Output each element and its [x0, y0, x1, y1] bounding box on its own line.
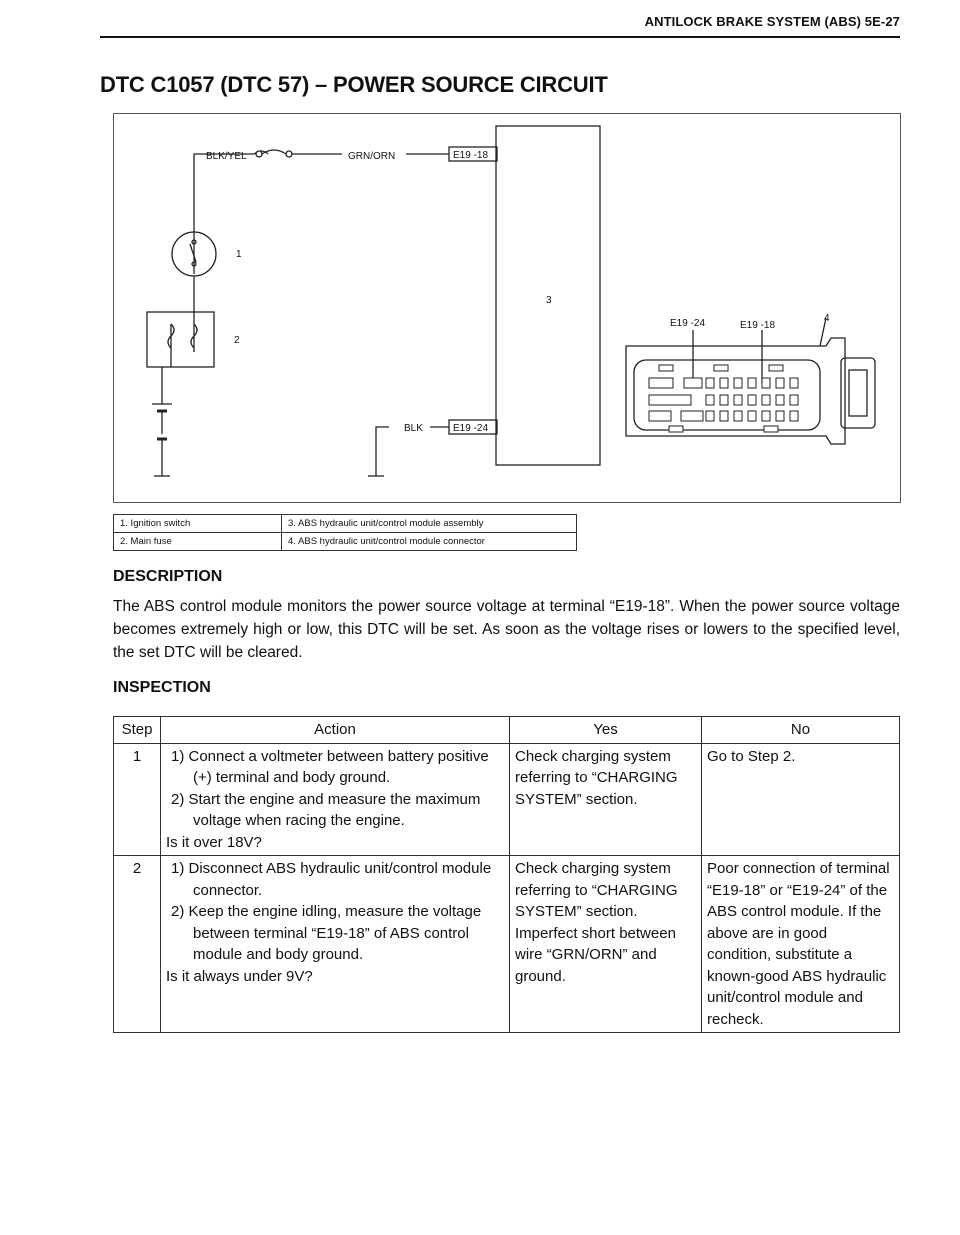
table-row: [114, 856, 900, 1033]
table-row: [114, 743, 900, 856]
wire-blk-ground: [376, 427, 389, 476]
connector-pin: [776, 395, 784, 405]
legend-item: 2. Main fuse: [114, 533, 282, 551]
description-body: The ABS control module monitors the power source voltage at terminal “E19-18”. When the power source voltage becomes extremely high or low, this DTC will be set. As soon as the voltage rises or lowers to the specified level, the set DTC will be cleared.: [113, 598, 900, 661]
connector-pin: [762, 395, 770, 405]
connector-pin: [720, 395, 728, 405]
callout-3: 3: [546, 295, 552, 306]
connector-pin: [790, 395, 798, 405]
connector-pin: [669, 426, 683, 432]
legend-item: 3. ABS hydraulic unit/control module assembly: [282, 515, 577, 533]
connector-pin: [684, 378, 702, 388]
action-item: 2) Start the engine and measure the maximum voltage when racing the engine.: [171, 790, 481, 829]
connector-pin: [734, 378, 742, 388]
connector-label-e19-18: E19 -18: [740, 320, 776, 331]
connector-pin: [706, 395, 714, 405]
action-question: Is it always under 9V?: [166, 967, 313, 985]
legend-table: [113, 514, 577, 551]
connector-pin: [748, 395, 756, 405]
connector-pin-grid: [649, 365, 798, 432]
label-terminal-e19-18: E19 -18: [453, 150, 489, 161]
fuse-terminal-right: [286, 151, 292, 157]
callout-1: 1: [236, 249, 242, 260]
wiring-diagram: [113, 113, 901, 503]
step-number: 1: [114, 743, 161, 856]
connector-pin: [748, 378, 756, 388]
callout-4: 4: [824, 313, 830, 324]
label-terminal-e19-24: E19 -24: [453, 423, 489, 434]
connector-pin: [649, 378, 673, 388]
legend-row: [114, 533, 577, 551]
inspection-table: [113, 716, 900, 1033]
connector-pin: [762, 378, 770, 388]
label-grn-orn: GRN/ORN: [348, 151, 396, 162]
wiring-diagram-svg: [114, 114, 900, 502]
inspection-heading: INSPECTION: [113, 679, 211, 696]
label-blk-yel: BLK/YEL: [206, 151, 247, 162]
connector-pin: [681, 411, 703, 421]
action-cell: [161, 743, 510, 856]
page-title: DTC C1057 (DTC 57) – POWER SOURCE CIRCUIT: [100, 72, 608, 97]
action-list: [166, 746, 504, 832]
connector-pin: [720, 378, 728, 388]
action-item: 2) Keep the engine idling, measure the voltage between terminal “E19-18” of ABS control module and body ground.: [171, 903, 482, 963]
header-rule: [100, 36, 900, 38]
connector-pin: [776, 411, 784, 421]
page-header: [100, 14, 900, 44]
label-blk: BLK: [404, 423, 423, 434]
connector-pin: [734, 395, 742, 405]
ignition-switch-contact: [190, 244, 196, 262]
yes-cell: Check charging system referring to “CHARGING SYSTEM” section.: [510, 743, 702, 856]
connector-pin: [764, 426, 778, 432]
main-fuse-box: [147, 312, 214, 367]
action-item: 1) Connect a voltmeter between battery positive (+) terminal and body ground.: [171, 747, 489, 786]
yes-cell: Check charging system referring to “CHARGING SYSTEM” section. Imperfect short between wire “GRN/ORN” and ground.: [510, 856, 702, 1033]
connector-pin: [762, 411, 770, 421]
connector-pin: [706, 411, 714, 421]
connector-pin: [790, 378, 798, 388]
no-cell: Poor connection of terminal “E19-18” or “E19-24” of the ABS control module. If the above are in good condition, substitute a known-good ABS hydraulic unit/control module and recheck.: [702, 856, 900, 1033]
action-list: [166, 858, 504, 966]
column-header-action: Action: [161, 717, 510, 744]
legend-row: [114, 515, 577, 533]
connector-pin: [734, 411, 742, 421]
running-title: ANTILOCK BRAKE SYSTEM (ABS) 5E-27: [644, 14, 900, 29]
connector-pin: [748, 411, 756, 421]
step-number: 2: [114, 856, 161, 1033]
legend-item: 1. Ignition switch: [114, 515, 282, 533]
legend-item: 4. ABS hydraulic unit/control module connector: [282, 533, 577, 551]
connector-latch: [841, 358, 875, 428]
action-question: Is it over 18V?: [166, 833, 262, 851]
connector-pin: [649, 395, 691, 405]
wire-blk-yel: [194, 154, 254, 274]
connector-pin: [720, 411, 728, 421]
no-cell: Go to Step 2.: [702, 743, 900, 856]
main-fuse-element-left: [168, 324, 174, 352]
connector-pin: [706, 378, 714, 388]
column-header-yes: Yes: [510, 717, 702, 744]
connector-housing: [626, 338, 845, 444]
column-header-step: Step: [114, 717, 161, 744]
column-header-no: No: [702, 717, 900, 744]
main-fuse-element-right: [191, 324, 197, 352]
connector-pin: [714, 365, 728, 371]
connector-latch-inner: [849, 370, 867, 416]
fuse-link-curve: [262, 150, 286, 154]
connector-label-e19-24: E19 -24: [670, 318, 706, 329]
connector-pin: [790, 411, 798, 421]
description-heading: DESCRIPTION: [113, 568, 223, 585]
fuse-terminal-left: [256, 151, 262, 157]
connector-pin: [776, 378, 784, 388]
callout-2: 2: [234, 335, 240, 346]
connector-pin: [769, 365, 783, 371]
connector-pin: [649, 411, 671, 421]
connector-pin: [659, 365, 673, 371]
action-item: 1) Disconnect ABS hydraulic unit/control module connector.: [171, 860, 492, 899]
inspection-header-row: [114, 717, 900, 744]
action-cell: [161, 856, 510, 1033]
